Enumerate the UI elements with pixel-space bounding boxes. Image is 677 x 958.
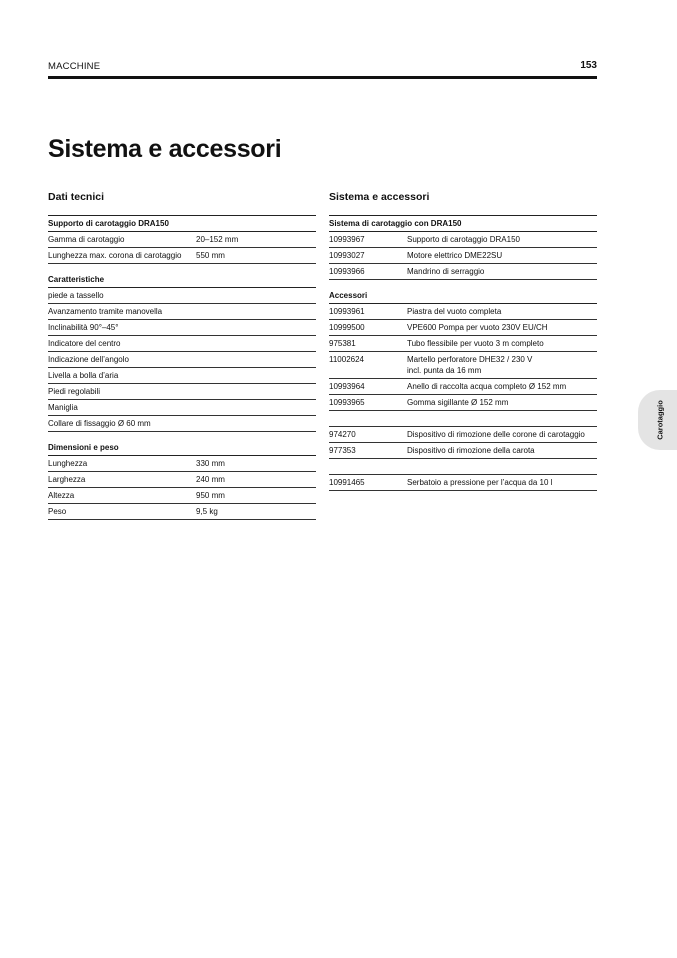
features-section bbox=[48, 272, 316, 432]
article-row bbox=[329, 443, 597, 459]
empty-separator bbox=[329, 459, 597, 475]
article-row bbox=[329, 320, 597, 336]
section-heading: Supporto di carotaggio DRA150 bbox=[48, 215, 316, 232]
feature-label: piede a tassello bbox=[48, 291, 104, 300]
article-description: Anello di raccolta acqua completo Ø 152 mm bbox=[407, 382, 567, 391]
article-description: Serbatoio a pressione per l’acqua da 10 l bbox=[407, 478, 553, 487]
spec-value: 950 mm bbox=[196, 491, 225, 500]
system-accessories-title: Sistema e accessori bbox=[329, 191, 430, 203]
spec-row bbox=[48, 504, 316, 520]
technical-data-column bbox=[48, 191, 316, 520]
feature-label: Indicatore del centro bbox=[48, 339, 121, 348]
article-code: 10993964 bbox=[329, 382, 365, 391]
article-description: Tubo flessibile per vuoto 3 m completo bbox=[407, 339, 544, 348]
spec-row bbox=[48, 472, 316, 488]
spec-row bbox=[48, 488, 316, 504]
feature-row bbox=[48, 352, 316, 368]
feature-row bbox=[48, 304, 316, 320]
section-heading: Sistema di carotaggio con DRA150 bbox=[329, 215, 597, 232]
spec-label: Altezza bbox=[48, 491, 75, 500]
header-rule bbox=[48, 76, 597, 79]
spec-value: 9,5 kg bbox=[196, 507, 218, 516]
page-title: Sistema e accessori bbox=[48, 135, 282, 163]
article-code: 10999500 bbox=[329, 323, 365, 332]
feature-label: Maniglia bbox=[48, 403, 78, 412]
feature-row bbox=[48, 368, 316, 384]
article-description: Piastra del vuoto completa bbox=[407, 307, 502, 316]
section-heading: Caratteristiche bbox=[48, 272, 316, 288]
feature-row bbox=[48, 320, 316, 336]
article-row bbox=[329, 352, 597, 379]
article-description-line: incl. punta da 16 mm bbox=[407, 366, 482, 375]
article-code: 10993967 bbox=[329, 235, 365, 244]
page-number: 153 bbox=[580, 60, 597, 71]
feature-row bbox=[48, 336, 316, 352]
article-row bbox=[329, 475, 597, 491]
spec-row bbox=[48, 456, 316, 472]
spec-value: 240 mm bbox=[196, 475, 225, 484]
accessories-section bbox=[329, 288, 597, 411]
removal-tools-section bbox=[329, 427, 597, 459]
system-accessories-column bbox=[329, 191, 597, 491]
spec-value: 20–152 mm bbox=[196, 235, 239, 244]
article-code: 10993027 bbox=[329, 251, 365, 260]
section-heading: Dimensioni e peso bbox=[48, 440, 316, 456]
feature-row bbox=[48, 384, 316, 400]
article-code: 974270 bbox=[329, 430, 356, 439]
article-row bbox=[329, 395, 597, 411]
technical-data-title: Dati tecnici bbox=[48, 191, 105, 203]
feature-label: Piedi regolabili bbox=[48, 387, 101, 396]
dimensions-section bbox=[48, 440, 316, 520]
feature-row bbox=[48, 400, 316, 416]
chapter-tab-label: Carotaggio bbox=[655, 400, 665, 440]
empty-separator bbox=[329, 411, 597, 427]
page-header-section: MACCHINE bbox=[48, 61, 101, 72]
spec-row bbox=[48, 248, 316, 264]
spec-label: Peso bbox=[48, 507, 67, 516]
section-heading: Accessori bbox=[329, 288, 597, 304]
article-description: Motore elettrico DME22SU bbox=[407, 251, 503, 260]
spec-label: Gamma di carotaggio bbox=[48, 235, 125, 244]
spec-value: 330 mm bbox=[196, 459, 225, 468]
feature-row bbox=[48, 288, 316, 304]
article-row bbox=[329, 304, 597, 320]
article-code: 977353 bbox=[329, 446, 356, 455]
spec-row bbox=[48, 232, 316, 248]
spec-value: 550 mm bbox=[196, 251, 225, 260]
article-row bbox=[329, 232, 597, 248]
article-description: Dispositivo di rimozione della carota bbox=[407, 446, 535, 455]
article-code: 10991465 bbox=[329, 478, 365, 487]
spec-label: Larghezza bbox=[48, 475, 86, 484]
feature-label: Collare di fissaggio Ø 60 mm bbox=[48, 419, 151, 428]
article-code: 10993966 bbox=[329, 267, 365, 276]
spec-label: Lunghezza bbox=[48, 459, 88, 468]
article-row bbox=[329, 427, 597, 443]
chapter-tab bbox=[638, 390, 677, 450]
article-description: VPE600 Pompa per vuoto 230V EU/CH bbox=[407, 323, 548, 332]
article-row bbox=[329, 248, 597, 264]
spec-label: Lunghezza max. corona di carotaggio bbox=[48, 251, 182, 260]
article-row bbox=[329, 264, 597, 280]
feature-label: Avanzamento tramite manovella bbox=[48, 307, 163, 316]
article-description: Mandrino di serraggio bbox=[407, 267, 485, 276]
water-tank-section bbox=[329, 475, 597, 491]
feature-label: Livella a bolla d’aria bbox=[48, 371, 119, 380]
article-description: Dispositivo di rimozione delle corone di carotaggio bbox=[407, 430, 585, 439]
article-row bbox=[329, 336, 597, 352]
feature-label: Inclinabilità 90°–45° bbox=[48, 323, 119, 332]
article-row bbox=[329, 379, 597, 395]
article-description-line: Martello perforatore DHE32 / 230 V bbox=[407, 355, 533, 364]
article-description: Gomma sigillante Ø 152 mm bbox=[407, 398, 509, 407]
article-code: 11002624 bbox=[329, 355, 364, 364]
article-code: 975381 bbox=[329, 339, 356, 348]
article-code: 10993961 bbox=[329, 307, 365, 316]
system-section bbox=[329, 215, 597, 280]
article-description bbox=[407, 354, 597, 376]
article-code: 10993965 bbox=[329, 398, 365, 407]
spec-section bbox=[48, 215, 316, 264]
feature-row bbox=[48, 416, 316, 432]
feature-label: Indicazione dell’angolo bbox=[48, 355, 129, 364]
article-description: Supporto di carotaggio DRA150 bbox=[407, 235, 520, 244]
